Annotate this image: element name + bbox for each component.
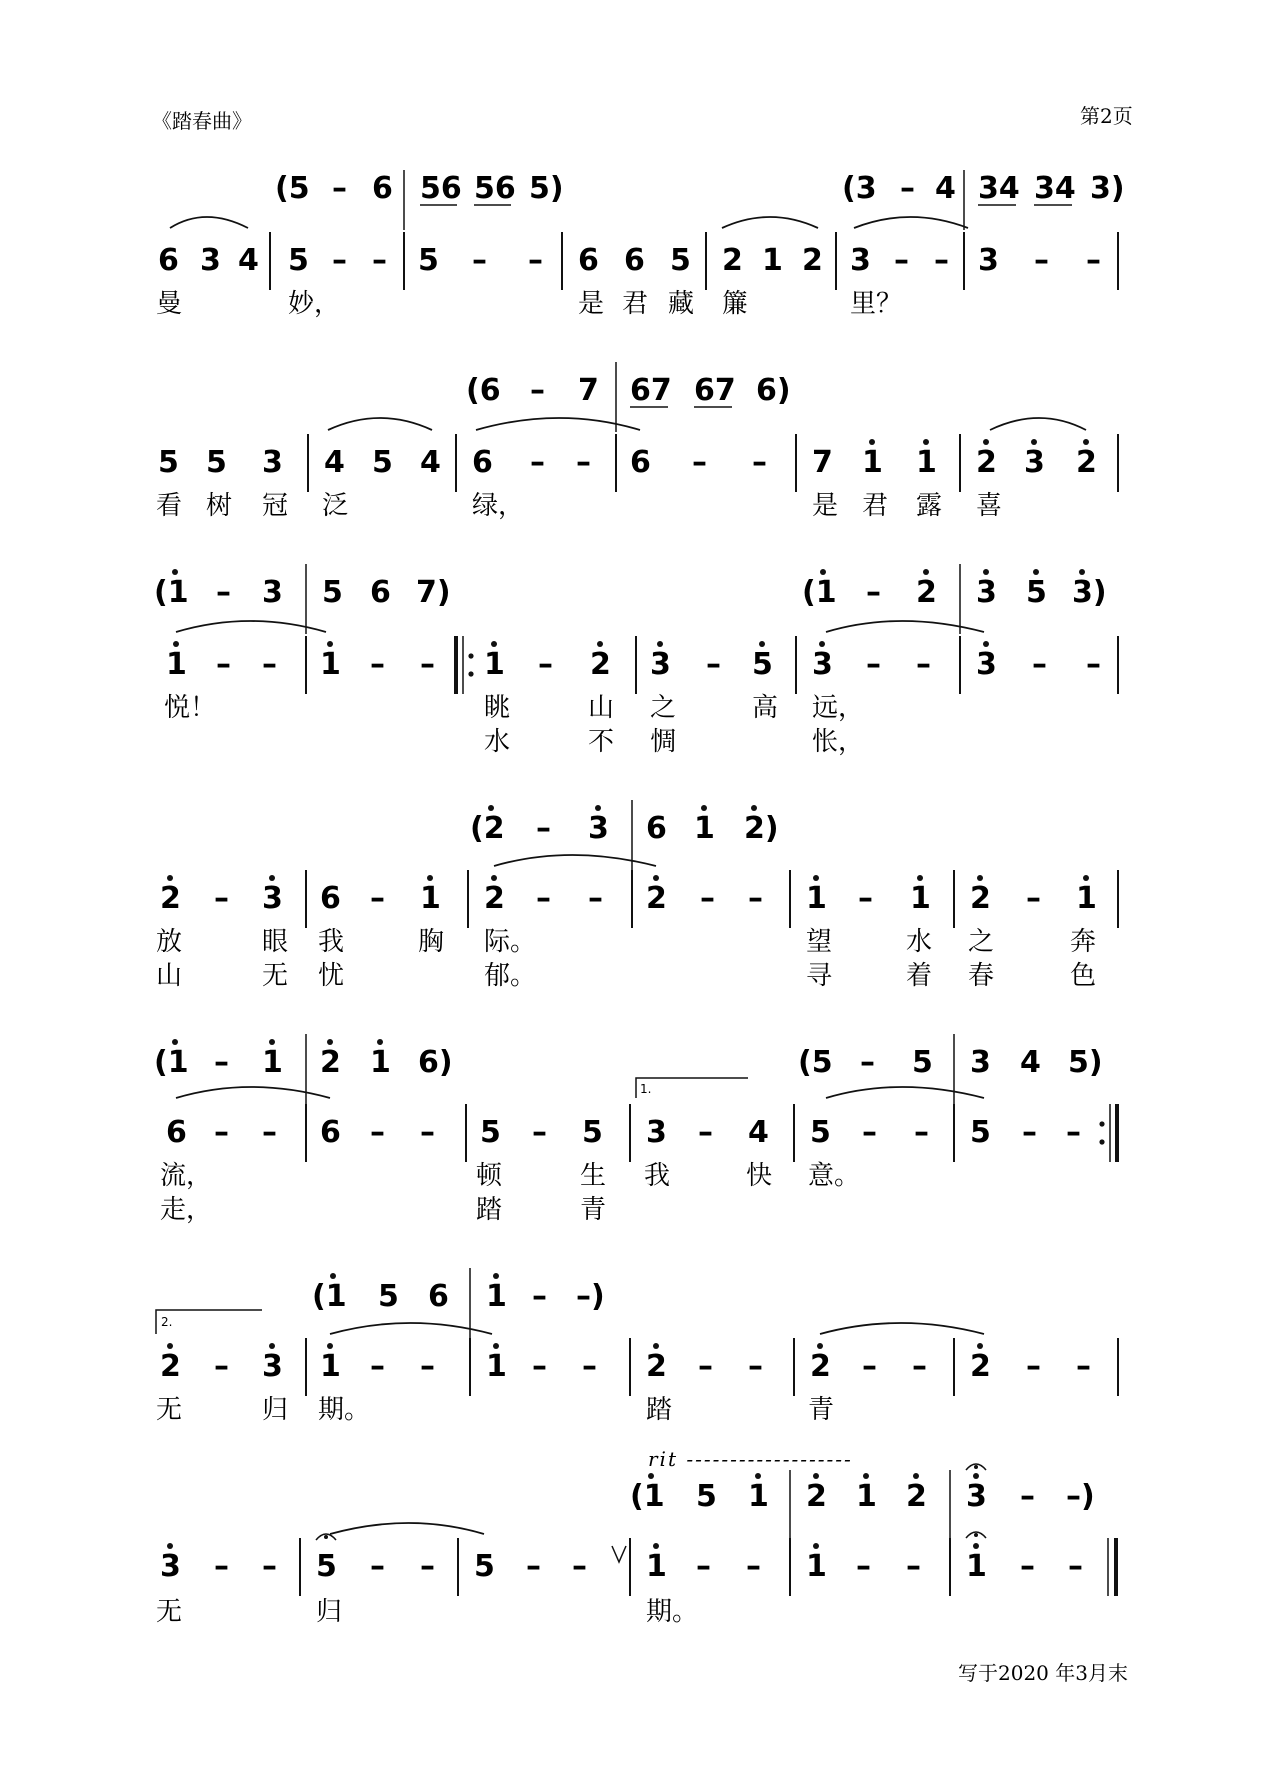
svg-text:5: 5 [206, 445, 227, 480]
svg-text:–: – [706, 647, 721, 682]
lyric: 奔 [1070, 927, 1097, 957]
svg-text:1: 1 [486, 1279, 507, 1314]
svg-text:6: 6 [646, 811, 667, 846]
svg-text:3: 3 [978, 243, 999, 278]
svg-text:1: 1 [862, 445, 883, 480]
system-3 [154, 564, 1118, 757]
svg-text:2: 2 [646, 881, 667, 916]
svg-text:1: 1 [646, 1549, 667, 1584]
lyric: 胸 [418, 927, 445, 957]
svg-text:–: – [214, 1549, 229, 1584]
svg-text:–: – [582, 1349, 597, 1384]
svg-text:–: – [576, 445, 591, 480]
svg-text:1: 1 [420, 881, 441, 916]
system-4 [156, 800, 1118, 991]
svg-text:1: 1 [262, 1045, 283, 1080]
lyric: 君 [622, 289, 649, 319]
lyric: 眼 [262, 927, 289, 957]
lyric-verse-2: 着 [906, 961, 933, 991]
svg-text:2: 2 [906, 1479, 927, 1514]
svg-text:–: – [692, 445, 707, 480]
svg-text:–: – [532, 1115, 547, 1150]
svg-text:–: – [1020, 1479, 1035, 1514]
svg-text:1: 1 [806, 881, 827, 916]
svg-text:(2: (2 [470, 811, 505, 846]
svg-text:2: 2 [916, 575, 937, 610]
svg-text:5: 5 [1026, 575, 1047, 610]
lyric: 放 [156, 927, 183, 957]
page-number: 第2页 [1080, 104, 1133, 128]
svg-text:1: 1 [762, 243, 783, 278]
svg-text:–: – [860, 1045, 875, 1080]
lyric: 是 [812, 491, 839, 521]
lyric-verse-2: 走， [160, 1195, 213, 1225]
svg-text:6: 6 [472, 445, 493, 480]
svg-text:–: – [1022, 1115, 1037, 1150]
svg-text:–: – [1026, 1349, 1041, 1384]
svg-text:4: 4 [420, 445, 441, 480]
svg-text:3: 3 [262, 1349, 283, 1384]
svg-text:–: – [900, 171, 915, 206]
svg-text:3: 3 [160, 1549, 181, 1584]
lyric-verse-2: 寻 [806, 961, 833, 991]
lyric: 树 [206, 491, 233, 521]
svg-text:–): –) [1066, 1479, 1095, 1514]
svg-text:67: 67 [630, 373, 672, 408]
svg-text:3: 3 [650, 647, 671, 682]
svg-text:2: 2 [802, 243, 823, 278]
lyric: 无 [156, 1597, 183, 1627]
lyric-verse-2: 郁。 [484, 961, 537, 991]
svg-text:5: 5 [378, 1279, 399, 1314]
svg-text:–: – [934, 243, 949, 278]
svg-text:1: 1 [484, 647, 505, 682]
lyric: 际。 [484, 927, 537, 957]
svg-text:56: 56 [474, 171, 516, 206]
lyric: 远， [812, 693, 865, 723]
svg-text:1: 1 [1076, 881, 1097, 916]
lyric: 高 [752, 693, 779, 723]
svg-text:2): 2) [744, 811, 779, 846]
svg-text:(3: (3 [842, 171, 877, 206]
svg-text:–: – [1026, 881, 1041, 916]
lyric: 期。 [646, 1597, 699, 1627]
svg-text:1: 1 [166, 647, 187, 682]
svg-text:5: 5 [810, 1115, 831, 1150]
lyric: 流， [160, 1161, 213, 1191]
svg-text:5: 5 [480, 1115, 501, 1150]
svg-text:1: 1 [856, 1479, 877, 1514]
svg-text:6: 6 [320, 1115, 341, 1150]
lyric: 之 [968, 927, 995, 957]
svg-text:–: – [262, 1549, 277, 1584]
system-7 [156, 1447, 1116, 1627]
svg-text:5: 5 [158, 445, 179, 480]
svg-text:–: – [530, 445, 545, 480]
lyric: 望 [806, 927, 833, 957]
svg-text:–: – [1086, 647, 1101, 682]
svg-text:–: – [1076, 1349, 1091, 1384]
lyric: 露 [916, 491, 943, 521]
svg-text:2: 2 [970, 881, 991, 916]
svg-text:1: 1 [910, 881, 931, 916]
svg-text:3: 3 [1024, 445, 1045, 480]
lyric: 踏 [646, 1395, 673, 1425]
svg-text:–: – [1086, 243, 1101, 278]
svg-text:–: – [858, 881, 873, 916]
svg-text:3: 3 [966, 1479, 987, 1514]
svg-text:–: – [862, 1349, 877, 1384]
svg-text:6: 6 [630, 445, 651, 480]
lyric-verse-2: 惆 [650, 727, 677, 757]
svg-text:1: 1 [806, 1549, 827, 1584]
svg-text:5: 5 [582, 1115, 603, 1150]
lyric: 眺 [484, 693, 511, 723]
svg-text:34: 34 [978, 171, 1020, 206]
svg-text:5: 5 [912, 1045, 933, 1080]
svg-text:–: – [532, 1349, 547, 1384]
lyric: 曼 [156, 289, 183, 319]
svg-text:6: 6 [166, 1115, 187, 1150]
svg-text:6: 6 [372, 171, 393, 206]
lyric-verse-2: 踏 [476, 1195, 503, 1225]
second-ending-label: 2. [161, 1315, 173, 1329]
svg-text:(1: (1 [802, 575, 837, 610]
lyric: 藏 [668, 289, 695, 319]
svg-text:–: – [698, 1115, 713, 1150]
lyric: 青 [808, 1395, 835, 1425]
svg-text:1: 1 [694, 811, 715, 846]
lyric: 水 [906, 927, 933, 957]
svg-text:6: 6 [320, 881, 341, 916]
svg-text:–: – [472, 243, 487, 278]
svg-text:–: – [420, 647, 435, 682]
svg-text:1: 1 [320, 647, 341, 682]
svg-text:4: 4 [324, 445, 345, 480]
lyric-verse-2: 不 [588, 727, 615, 757]
svg-text:–: – [866, 647, 881, 682]
svg-text:–: – [748, 881, 763, 916]
lyric: 无 [156, 1395, 183, 1425]
svg-text:6: 6 [578, 243, 599, 278]
svg-text:–: – [214, 1045, 229, 1080]
lyric: 簾 [722, 289, 749, 319]
svg-text:1: 1 [916, 445, 937, 480]
svg-text:5: 5 [670, 243, 691, 278]
svg-text:1: 1 [748, 1479, 769, 1514]
svg-text:(1: (1 [154, 575, 189, 610]
svg-text:–: – [1034, 243, 1049, 278]
lyric-verse-2: 春 [968, 961, 995, 991]
lyric-verse-2: 怅， [812, 727, 865, 757]
svg-text:5: 5 [696, 1479, 717, 1514]
svg-text:(1: (1 [312, 1279, 347, 1314]
lyric: 悦！ [164, 693, 217, 723]
svg-text:2: 2 [722, 243, 743, 278]
svg-text:–: – [1066, 1115, 1081, 1150]
svg-text:–: – [370, 1549, 385, 1584]
svg-text:3: 3 [976, 647, 997, 682]
svg-text:–: – [528, 243, 543, 278]
svg-text:5: 5 [288, 243, 309, 278]
svg-text:6): 6) [756, 373, 791, 408]
svg-text:1: 1 [370, 1045, 391, 1080]
svg-text:–: – [262, 647, 277, 682]
svg-text:6: 6 [624, 243, 645, 278]
svg-text:(5: (5 [275, 171, 310, 206]
svg-text:–: – [332, 171, 347, 206]
svg-text:(6: (6 [466, 373, 501, 408]
svg-text:67: 67 [694, 373, 736, 408]
svg-text:(1: (1 [154, 1045, 189, 1080]
svg-text:1: 1 [486, 1349, 507, 1384]
svg-text:3: 3 [200, 243, 221, 278]
svg-text:2: 2 [970, 1349, 991, 1384]
svg-text:–: – [916, 647, 931, 682]
svg-text:–: – [370, 1115, 385, 1150]
score-title: 《踏春曲》 [152, 109, 252, 133]
lyric-verse-2: 无 [262, 961, 289, 991]
svg-text:2: 2 [976, 445, 997, 480]
svg-text:–: – [538, 647, 553, 682]
svg-text:–: – [696, 1549, 711, 1584]
svg-text:3: 3 [262, 575, 283, 610]
svg-text:4: 4 [935, 171, 956, 206]
lyric: 我 [318, 927, 345, 957]
lyric: 看 [156, 491, 183, 521]
system-5 [154, 1034, 1117, 1225]
svg-text:2: 2 [646, 1349, 667, 1384]
svg-text:7): 7) [416, 575, 451, 610]
svg-text:–: – [894, 243, 909, 278]
lyric: 泛 [322, 491, 349, 521]
ritardando-mark: rit ------------------- [648, 1447, 853, 1471]
svg-text:3: 3 [970, 1045, 991, 1080]
svg-text:4: 4 [1020, 1045, 1041, 1080]
svg-text:6: 6 [370, 575, 391, 610]
lyric-verse-2: 山 [156, 961, 183, 991]
svg-text:56: 56 [420, 171, 462, 206]
svg-text:2: 2 [1076, 445, 1097, 480]
lyric: 里？ [850, 289, 903, 319]
svg-text:–: – [370, 647, 385, 682]
lyric: 冠 [262, 491, 289, 521]
svg-text:5): 5) [1068, 1045, 1103, 1080]
svg-text:6): 6) [418, 1045, 453, 1080]
lyric-verse-2: 色 [1070, 961, 1097, 991]
svg-text:3: 3 [812, 647, 833, 682]
svg-text:–: – [866, 575, 881, 610]
lyric: 君 [862, 491, 889, 521]
lyric: 绿， [472, 491, 525, 521]
svg-text:(1: (1 [630, 1479, 665, 1514]
svg-text:7: 7 [578, 373, 599, 408]
svg-text:6: 6 [428, 1279, 449, 1314]
composition-date: 写于2020 年3月末 [958, 1661, 1128, 1685]
svg-text:–: – [532, 1279, 547, 1314]
svg-text:3: 3 [646, 1115, 667, 1150]
svg-text:–: – [420, 1115, 435, 1150]
lyric: 生 [580, 1161, 607, 1191]
svg-text:3: 3 [262, 881, 283, 916]
svg-text:–: – [856, 1549, 871, 1584]
lyric: 妙， [288, 289, 341, 319]
lyric-verse-2: 水 [484, 727, 511, 757]
lyric: 喜 [976, 491, 1003, 521]
svg-text:3: 3 [850, 243, 871, 278]
svg-text:–: – [588, 881, 603, 916]
lyric: 意。 [808, 1161, 861, 1191]
svg-text:–: – [700, 881, 715, 916]
svg-text:–: – [214, 1115, 229, 1150]
svg-text:1: 1 [966, 1549, 987, 1584]
svg-text:3: 3 [588, 811, 609, 846]
svg-text:–: – [748, 1349, 763, 1384]
svg-text:4: 4 [238, 243, 259, 278]
svg-text:–: – [536, 881, 551, 916]
svg-text:–: – [372, 243, 387, 278]
svg-text:1: 1 [320, 1349, 341, 1384]
lyric: 快 [746, 1161, 773, 1191]
svg-text:5: 5 [316, 1549, 337, 1584]
system-2 [156, 362, 1118, 521]
svg-text:–: – [1032, 647, 1047, 682]
svg-text:3: 3 [262, 445, 283, 480]
svg-text:–: – [420, 1549, 435, 1584]
svg-text:(5: (5 [798, 1045, 833, 1080]
lyric-verse-2: 青 [580, 1195, 607, 1225]
svg-text:5: 5 [322, 575, 343, 610]
svg-text:5: 5 [970, 1115, 991, 1150]
lyric: 归 [316, 1597, 343, 1627]
svg-text:5: 5 [372, 445, 393, 480]
svg-text:3): 3) [1090, 171, 1125, 206]
svg-text:3: 3 [976, 575, 997, 610]
first-ending-label: 1. [640, 1082, 652, 1096]
lyric: 顿 [476, 1161, 503, 1191]
lyric-verse-2: 忧 [318, 961, 345, 991]
svg-text:2: 2 [810, 1349, 831, 1384]
svg-text:–: – [912, 1349, 927, 1384]
svg-text:2: 2 [160, 881, 181, 916]
svg-text:–: – [214, 1349, 229, 1384]
svg-text:2: 2 [320, 1045, 341, 1080]
svg-text:–: – [530, 373, 545, 408]
svg-text:2: 2 [160, 1349, 181, 1384]
svg-text:5): 5) [529, 171, 564, 206]
svg-text:–: – [536, 811, 551, 846]
svg-text:5: 5 [474, 1549, 495, 1584]
lyric: 我 [644, 1161, 671, 1191]
svg-text:–: – [526, 1549, 541, 1584]
svg-text:–: – [752, 445, 767, 480]
svg-text:–: – [214, 881, 229, 916]
svg-text:2: 2 [484, 881, 505, 916]
svg-text:–: – [370, 1349, 385, 1384]
svg-text:5: 5 [752, 647, 773, 682]
svg-text:6: 6 [158, 243, 179, 278]
svg-text:–: – [698, 1349, 713, 1384]
svg-text:–: – [906, 1549, 921, 1584]
svg-text:5: 5 [418, 243, 439, 278]
svg-text:–: – [332, 243, 347, 278]
svg-text:–: – [914, 1115, 929, 1150]
lyric: 期。 [318, 1395, 371, 1425]
lyric: 是 [578, 289, 605, 319]
svg-text:2: 2 [590, 647, 611, 682]
svg-text:–: – [420, 1349, 435, 1384]
svg-text:–: – [262, 1115, 277, 1150]
lyric: 归 [262, 1395, 289, 1425]
svg-text:–: – [1020, 1549, 1035, 1584]
svg-text:7: 7 [812, 445, 833, 480]
lyric: 之 [650, 693, 677, 723]
system-6 [156, 1268, 1118, 1425]
svg-text:–: – [572, 1549, 587, 1584]
svg-text:3): 3) [1072, 575, 1107, 610]
svg-text:–): –) [576, 1279, 605, 1314]
lyric: 山 [588, 693, 615, 723]
svg-text:–: – [746, 1549, 761, 1584]
svg-text:34: 34 [1034, 171, 1076, 206]
svg-text:–: – [216, 647, 231, 682]
svg-text:–: – [1068, 1549, 1083, 1584]
svg-text:–: – [370, 881, 385, 916]
svg-text:2: 2 [806, 1479, 827, 1514]
svg-text:4: 4 [748, 1115, 769, 1150]
svg-text:–: – [216, 575, 231, 610]
svg-text:–: – [862, 1115, 877, 1150]
system-1 [156, 170, 1125, 319]
